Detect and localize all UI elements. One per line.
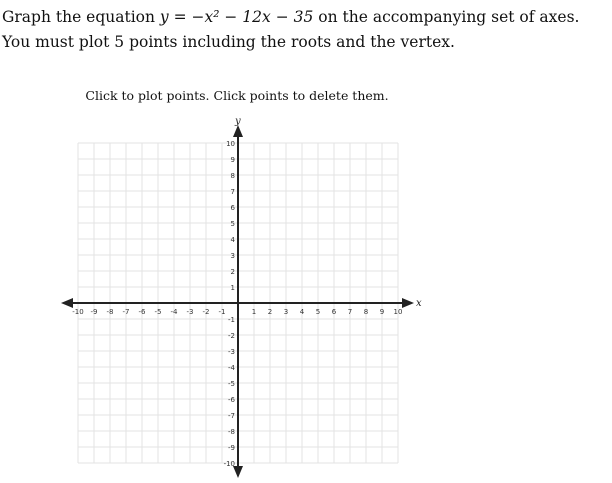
y-tick-label: 10: [226, 140, 235, 148]
y-tick-label: -8: [228, 428, 235, 436]
y-tick-label: -9: [228, 444, 235, 452]
y-tick-label: 8: [230, 172, 235, 180]
x-axis-label: x: [416, 298, 422, 309]
x-tick-label: 9: [379, 308, 385, 316]
x-axis-left-arrow: [61, 298, 73, 308]
x-tick-label: 4: [299, 308, 305, 316]
x-tick-label: 6: [331, 308, 337, 316]
y-tick-label: 3: [230, 252, 235, 260]
x-tick-label: 7: [347, 308, 353, 316]
x-tick-label: -3: [186, 308, 194, 316]
x-tick-label: 10: [393, 308, 403, 316]
x-tick-label: -7: [122, 308, 130, 316]
x-tick-label: -6: [138, 308, 146, 316]
y-tick-label: -7: [228, 412, 235, 420]
y-axis-label: y: [235, 116, 241, 127]
y-tick-label: -5: [228, 380, 235, 388]
x-tick-label: 3: [283, 308, 289, 316]
plot-instructions: Click to plot points. Click points to delete them.: [85, 88, 389, 103]
equation: y = −x² − 12x − 35: [159, 8, 314, 26]
x-tick-label: 2: [267, 308, 273, 316]
y-tick-label: -3: [228, 348, 235, 356]
y-tick-label: 6: [230, 204, 235, 212]
y-tick-label: -10: [223, 460, 235, 468]
y-tick-label: 5: [230, 220, 235, 228]
y-tick-label: 9: [230, 156, 235, 164]
x-tick-label: -8: [106, 308, 114, 316]
y-tick-label: 7: [230, 188, 235, 196]
x-tick-label: -9: [90, 308, 98, 316]
question-suffix: on the accompanying set of axes. You must plot 5 points including the roots and the vertex.: [2, 8, 580, 51]
y-tick-label: -4: [228, 364, 235, 372]
x-tick-label: -2: [202, 308, 210, 316]
x-tick-label: 5: [315, 308, 321, 316]
x-tick-label: 8: [363, 308, 369, 316]
axes: [61, 125, 414, 478]
x-tick-label: -5: [154, 308, 162, 316]
x-tick-label: 1: [251, 308, 257, 316]
y-tick-label: 4: [230, 236, 235, 244]
y-tick-label: 1: [230, 284, 235, 292]
x-tick-label: -10: [72, 308, 84, 316]
x-tick-label: -4: [170, 308, 178, 316]
y-tick-label: 2: [230, 268, 235, 276]
question-prefix: Graph the equation: [2, 8, 160, 26]
x-axis-right-arrow: [402, 298, 414, 308]
y-tick-label: -6: [228, 396, 235, 404]
x-tick-label: -1: [218, 308, 226, 316]
y-tick-label: -1: [228, 316, 235, 324]
y-tick-label: -2: [228, 332, 235, 340]
